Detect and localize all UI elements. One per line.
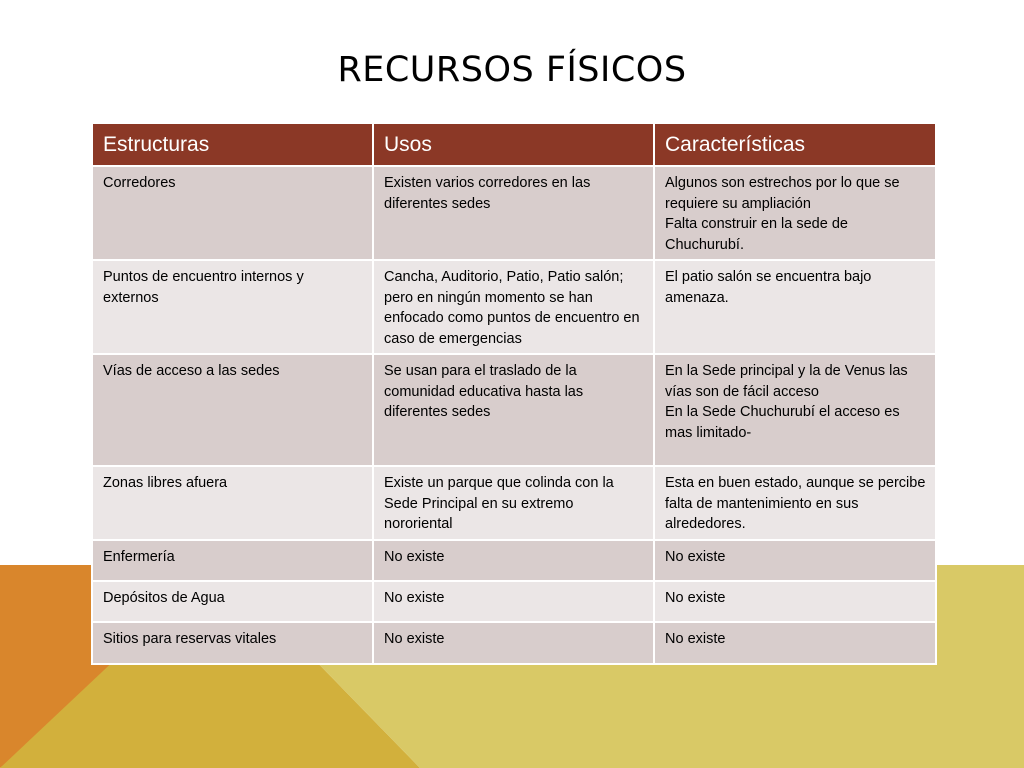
- cell-estructura: Puntos de encuentro internos y externos: [92, 260, 373, 354]
- table-row: [92, 581, 936, 622]
- cell-estructura: Vías de acceso a las sedes: [92, 354, 373, 466]
- header-estructuras: Estructuras: [92, 123, 373, 166]
- cell-caracteristicas: [654, 581, 936, 622]
- cell-caracteristicas: [654, 540, 936, 581]
- slide-title: RECURSOS FÍSICOS: [337, 50, 687, 90]
- cell-usos: No existe: [373, 581, 654, 622]
- cell-line: Falta construir en la sede de Chuchurubí.: [665, 216, 848, 253]
- cell-line: Algunos son estrechos por lo que se requiere su ampliación: [665, 175, 900, 212]
- table-row: [92, 622, 936, 664]
- cell-usos: Existe un parque que colinda con la Sede Principal en su extremo nororiental: [373, 466, 654, 540]
- cell-caracteristicas: [654, 622, 936, 664]
- cell-estructura: Enfermería: [92, 540, 373, 581]
- cell-line: El patio salón se encuentra bajo amenaza.: [665, 269, 872, 306]
- cell-estructura: Corredores: [92, 166, 373, 260]
- table-row: [92, 354, 936, 466]
- cell-caracteristicas: [654, 166, 936, 260]
- cell-line: No existe: [665, 589, 726, 606]
- cell-usos: Existen varios corredores en las diferentes sedes: [373, 166, 654, 260]
- cell-line: En la Sede principal y la de Venus las vías son de fácil acceso: [665, 363, 908, 400]
- cell-caracteristicas: [654, 466, 936, 540]
- cell-line: Esta en buen estado, aunque se percibe falta de mantenimiento en sus alrededores.: [665, 475, 926, 532]
- table-row: [92, 260, 936, 354]
- cell-caracteristicas: [654, 260, 936, 354]
- cell-caracteristicas: [654, 354, 936, 466]
- table-header-row: [92, 123, 936, 166]
- header-usos: Usos: [373, 123, 654, 166]
- cell-line: No existe: [665, 548, 726, 565]
- cell-estructura: Sitios para reservas vitales: [92, 622, 373, 664]
- cell-usos: Cancha, Auditorio, Patio, Patio salón; pero en ningún momento se han enfocado como puntos de encuentro en caso de emergencias: [373, 260, 654, 354]
- header-caracteristicas: Características: [654, 123, 936, 166]
- table-row: [92, 166, 936, 260]
- table-row: [92, 540, 936, 581]
- cell-estructura: Zonas libres afuera: [92, 466, 373, 540]
- cell-usos: Se usan para el traslado de la comunidad educativa hasta las diferentes sedes: [373, 354, 654, 466]
- cell-usos: No existe: [373, 540, 654, 581]
- cell-line: No existe: [665, 630, 726, 647]
- table-row: [92, 466, 936, 540]
- cell-usos: No existe: [373, 622, 654, 664]
- cell-estructura: Depósitos de Agua: [92, 581, 373, 622]
- resources-table: [91, 122, 937, 665]
- cell-line: En la Sede Chuchurubí el acceso es mas limitado-: [665, 404, 900, 441]
